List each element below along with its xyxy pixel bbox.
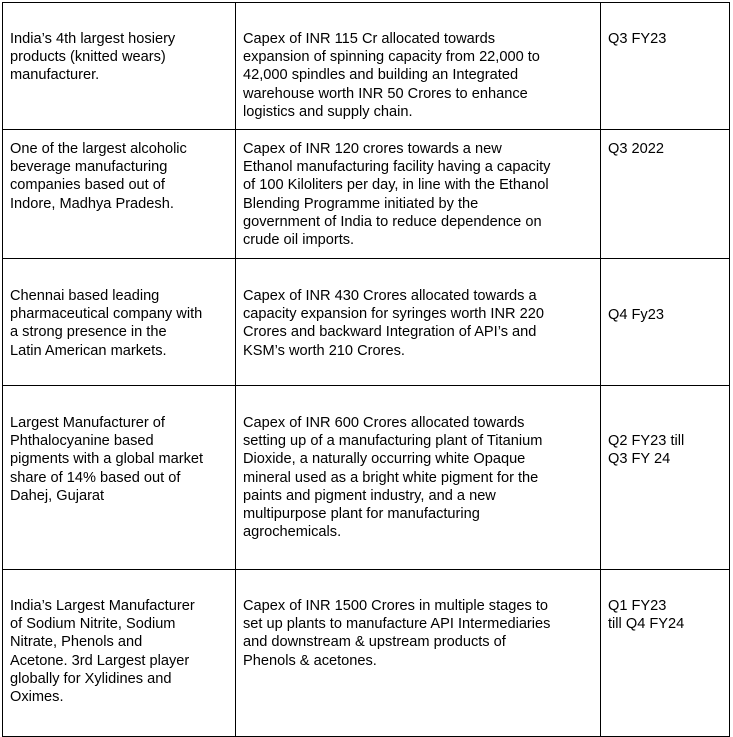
timeline-cell: Q2 FY23 till Q3 FY 24	[601, 386, 730, 570]
capex-details-cell: Capex of INR 430 Crores allocated towards a capacity expansion for syringes worth INR 220 Crores and backward Integration of API’s and KSM’s worth 210 Crores.	[236, 259, 601, 386]
table-row	[3, 3, 730, 130]
table-row	[3, 259, 730, 386]
table-row	[3, 570, 730, 737]
company-description-cell: Chennai based leading pharmaceutical company with a strong presence in the Latin American markets.	[3, 259, 236, 386]
timeline-cell: Q3 2022	[601, 130, 730, 259]
capex-details-cell: Capex of INR 115 Cr allocated towards expansion of spinning capacity from 22,000 to 42,000 spindles and building an Integrated warehouse worth INR 50 Crores to enhance logistics and supply chain.	[236, 3, 601, 130]
table-row	[3, 386, 730, 570]
company-description-cell: One of the largest alcoholic beverage manufacturing companies based out of Indore, Madhya Pradesh.	[3, 130, 236, 259]
capex-details-cell: Capex of INR 600 Crores allocated towards setting up of a manufacturing plant of Titanium Dioxide, a naturally occurring white Opaque mineral used as a bright white pigment for the paints and pigment industry, and a new multipurpose plant for manufacturing agrochemicals.	[236, 386, 601, 570]
timeline-cell: Q4 Fy23	[601, 259, 730, 386]
timeline-cell: Q3 FY23	[601, 3, 730, 130]
timeline-cell: Q1 FY23 till Q4 FY24	[601, 570, 730, 737]
capex-details-cell: Capex of INR 120 crores towards a new Ethanol manufacturing facility having a capacity of 100 Kiloliters per day, in line with the Ethanol Blending Programme initiated by the government of India to reduce dependence on crude oil imports.	[236, 130, 601, 259]
capex-table	[2, 2, 730, 737]
table-row	[3, 130, 730, 259]
company-description-cell: India’s Largest Manufacturer of Sodium Nitrite, Sodium Nitrate, Phenols and Acetone. 3rd Largest player globally for Xylidines and Oximes.	[3, 570, 236, 737]
company-description-cell: Largest Manufacturer of Phthalocyanine based pigments with a global market share of 14% based out of Dahej, Gujarat	[3, 386, 236, 570]
capex-details-cell: Capex of INR 1500 Crores in multiple stages to set up plants to manufacture API Intermediaries and downstream & upstream products of Phenols & acetones.	[236, 570, 601, 737]
company-description-cell: India’s 4th largest hosiery products (knitted wears) manufacturer.	[3, 3, 236, 130]
